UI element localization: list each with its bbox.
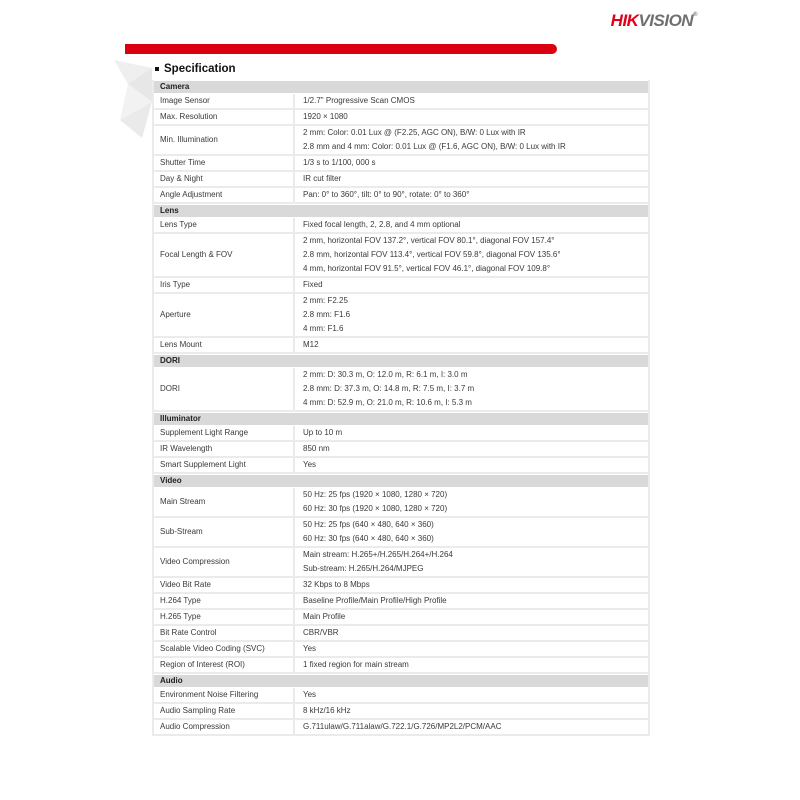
row-label [154,94,295,108]
row-value-line: M12 [303,340,319,349]
row-label [154,642,295,656]
row-label-text: Audio Compression [160,722,230,731]
table-row-ir-wavelength [154,442,648,458]
row-label-text: Focal Length & FOV [160,250,233,259]
table-row-audio-compression [154,720,648,736]
table-row-sub-stream [154,518,648,548]
row-label [154,234,295,276]
row-value-line: 1/2.7" Progressive Scan CMOS [303,96,415,105]
row-value-line: 2 mm: F2.25 [303,296,348,305]
row-label-text: Shutter Time [160,158,206,167]
row-label-text: Day & Night [160,174,203,183]
table-row-angle-adjustment [154,188,648,204]
row-value [295,94,648,108]
row-label [154,218,295,232]
row-label [154,338,295,352]
row-label-text: H.264 Type [160,596,201,605]
row-value [295,688,648,702]
table-row-environment-noise-filtering [154,688,648,704]
spec-table [152,80,650,736]
row-value [295,548,648,576]
red-divider-bar [125,44,557,54]
row-value-line: Yes [303,460,317,469]
table-row-aperture [154,294,648,338]
square-bullet-icon [155,67,159,71]
row-value [295,368,648,410]
row-value [295,488,648,516]
table-row-max-resolution [154,110,648,126]
table-row-main-stream [154,488,648,518]
specification-heading-label: Specification [164,63,236,75]
row-label [154,156,295,170]
table-row-image-sensor [154,94,648,110]
row-value-line: 60 Hz: 30 fps (1920 × 1080, 1280 × 720) [303,504,448,513]
table-row-region-of-interest-roi [154,658,648,674]
row-value [295,704,648,718]
row-value-line: 2.8 mm and 4 mm: Color: 0.01 Lux @ (F1.6, AGC ON), B/W: 0 Lux with IR [303,142,566,151]
table-row-day-night [154,172,648,188]
row-value [295,426,648,440]
row-value-line: Up to 10 m [303,428,343,437]
row-label [154,658,295,672]
specification-heading [155,63,236,75]
row-label [154,594,295,608]
row-label [154,488,295,516]
row-value-line: 4 mm, horizontal FOV 91.5°, vertical FOV 46.1°, diagonal FOV 109.8° [303,264,551,273]
row-label [154,278,295,292]
row-label-text: Bit Rate Control [160,628,217,637]
table-row-scalable-video-coding-svc [154,642,648,658]
row-value [295,578,648,592]
row-label [154,704,295,718]
row-label [154,188,295,202]
table-row-h-265-type [154,610,648,626]
row-value-line: 1920 × 1080 [303,112,348,121]
row-value-line: CBR/VBR [303,628,339,637]
row-value [295,278,648,292]
row-value [295,234,648,276]
row-value-line: 4 mm: D: 52.9 m, O: 21.0 m, R: 10.6 m, I: 5.3 m [303,398,472,407]
row-value-line: 2 mm: D: 30.3 m, O: 12.0 m, R: 6.1 m, I: 3.0 m [303,370,468,379]
table-row-lens-mount [154,338,648,354]
row-value-line: Fixed focal length, 2, 2.8, and 4 mm optional [303,220,461,229]
table-row-dori [154,368,648,412]
row-label-text: IR Wavelength [160,444,213,453]
table-row-audio-sampling-rate [154,704,648,720]
table-row-shutter-time [154,156,648,172]
row-value-line: Main stream: H.265+/H.265/H.264+/H.264 [303,550,453,559]
section-header-video: Video [154,475,648,487]
row-value-line: Yes [303,644,317,653]
row-label-text: DORI [160,384,180,393]
row-label-text: Sub-Stream [160,527,203,536]
row-label-text: Iris Type [160,280,191,289]
row-value-line: 1 fixed region for main stream [303,660,409,669]
row-label-text: Video Compression [160,557,230,566]
row-value-line: Fixed [303,280,323,289]
row-value-line: 8 kHz/16 kHz [303,706,351,715]
row-value-line: IR cut filter [303,174,342,183]
row-label-text: Image Sensor [160,96,210,105]
table-row-supplement-light-range [154,426,648,442]
row-value [295,110,648,124]
row-value-line: Main Profile [303,612,346,621]
row-value-line: 50 Hz: 25 fps (1920 × 1080, 1280 × 720) [303,490,448,499]
table-row-focal-length-fov [154,234,648,278]
table-row-video-bit-rate [154,578,648,594]
row-value [295,156,648,170]
section-header-camera: Camera [154,81,648,93]
section-header-dori: DORI [154,355,648,367]
row-value-line: 2.8 mm: D: 37.3 m, O: 14.8 m, R: 7.5 m, I: 3.7 m [303,384,475,393]
row-value-line: 32 Kbps to 8 Mbps [303,580,370,589]
row-value-line: Yes [303,690,317,699]
table-row-smart-supplement-light [154,458,648,474]
table-row-iris-type [154,278,648,294]
row-label-text: Max. Resolution [160,112,218,121]
row-label [154,720,295,734]
row-label [154,442,295,456]
section-header-audio: Audio [154,675,648,687]
row-value [295,594,648,608]
registered-trademark-icon: ® [693,12,697,18]
row-value-line: Pan: 0° to 360°, tilt: 0° to 90°, rotate: 0° to 360° [303,190,470,199]
row-value [295,218,648,232]
row-label [154,578,295,592]
row-label-text: Smart Supplement Light [160,460,246,469]
logo-hik-text: HIK [610,11,639,30]
table-row-bit-rate-control [154,626,648,642]
row-label-text: Lens Type [160,220,197,229]
row-value [295,720,648,734]
row-label-text: Supplement Light Range [160,428,249,437]
row-label-text: Main Stream [160,497,206,506]
row-value-line: 2.8 mm: F1.6 [303,310,351,319]
row-label-text: Min. Illumination [160,135,218,144]
row-value [295,458,648,472]
table-row-min-illumination [154,126,648,156]
row-label-text: Scalable Video Coding (SVC) [160,644,265,653]
row-label [154,172,295,186]
row-value-line: Sub-stream: H.265/H.264/MJPEG [303,564,424,573]
row-label [154,368,295,410]
row-value-line: 2.8 mm, horizontal FOV 113.4°, vertical FOV 59.8°, diagonal FOV 135.6° [303,250,561,259]
row-value-line: G.711ulaw/G.711alaw/G.722.1/G.726/MP2L2/PCM/AAC [303,722,502,731]
row-label [154,426,295,440]
row-label [154,518,295,546]
section-header-lens: Lens [154,205,648,217]
row-value [295,188,648,202]
table-row-h-264-type [154,594,648,610]
row-value [295,126,648,154]
row-value [295,338,648,352]
row-label [154,688,295,702]
row-label [154,610,295,624]
row-label-text: Video Bit Rate [160,580,211,589]
section-header-illuminator: Illuminator [154,413,648,425]
row-label-text: Aperture [160,310,191,319]
table-row-lens-type [154,218,648,234]
row-value-line: 60 Hz: 30 fps (640 × 480, 640 × 360) [303,534,434,543]
logo-vision-text: VISION [638,11,694,30]
row-value [295,610,648,624]
row-value [295,172,648,186]
row-label-text: Region of Interest (ROI) [160,660,245,669]
row-label [154,110,295,124]
row-value-line: 2 mm, horizontal FOV 137.2°, vertical FOV 80.1°, diagonal FOV 157.4° [303,236,555,245]
row-value-line: 850 nm [303,444,330,453]
row-value [295,518,648,546]
row-label [154,548,295,576]
row-value-line: 1/3 s to 1/100, 000 s [303,158,376,167]
row-value [295,442,648,456]
row-label [154,458,295,472]
row-value-line: 4 mm: F1.6 [303,324,344,333]
row-value-line: 2 mm: Color: 0.01 Lux @ (F2.25, AGC ON), B/W: 0 Lux with IR [303,128,526,137]
row-value [295,294,648,336]
row-value-line: Baseline Profile/Main Profile/High Profile [303,596,447,605]
row-label [154,626,295,640]
corner-watermark-graphic [112,60,154,140]
table-row-video-compression [154,548,648,578]
row-value [295,658,648,672]
row-value-line: 50 Hz: 25 fps (640 × 480, 640 × 360) [303,520,434,529]
row-label-text: Audio Sampling Rate [160,706,236,715]
row-label-text: Environment Noise Filtering [160,690,259,699]
row-value [295,626,648,640]
row-label-text: Angle Adjustment [160,190,223,199]
row-label-text: H.265 Type [160,612,201,621]
row-value [295,642,648,656]
row-label [154,126,295,154]
row-label [154,294,295,336]
row-label-text: Lens Mount [160,340,202,349]
hikvision-logo [611,11,697,31]
